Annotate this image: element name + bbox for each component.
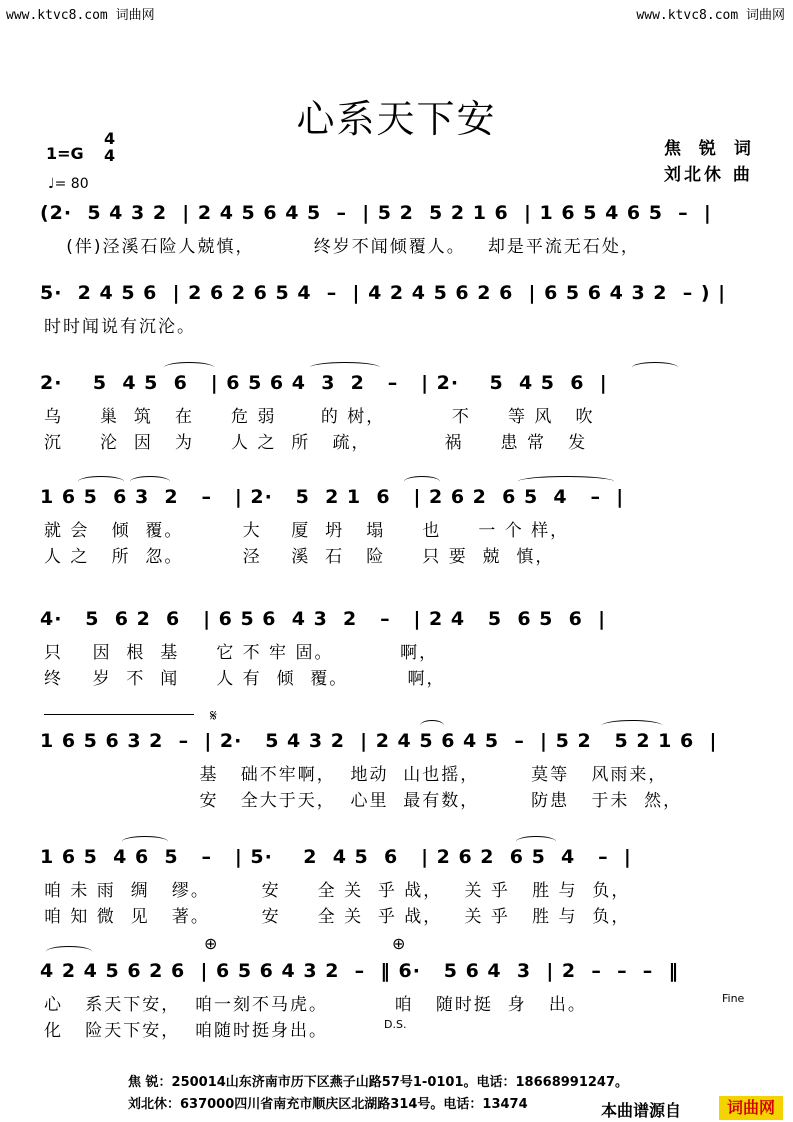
segno-sign: 𝄋: [210, 706, 217, 725]
lyric-line-1: (伴)泾溪石险人兢慎， 终岁不闻倾覆人。 却是平流无石处，: [44, 237, 640, 257]
time-top: 4: [104, 129, 116, 148]
lyric-line-2: 化 险天下安， 咱随时挺身出。: [44, 1021, 329, 1041]
key-signature: 1=G: [46, 144, 84, 163]
time-bottom: 4: [104, 146, 116, 165]
notation-line: 1 6 5 4 6 5 – | 5· 2 4 5 6 | 2 6 2 6 5 4 – |: [40, 846, 632, 868]
lyric-line-2: 人 之 所 忽。 泾 溪 石 险 只 要 兢 慎，: [44, 547, 555, 567]
lyric-line-2: 咱 知 微 见 著。 安 全 关 乎 战， 关 乎 胜 与 负，: [44, 907, 631, 927]
tempo-marking: ♩= 80: [48, 176, 89, 192]
lyric-line-1: 基 础不牢啊， 地动 山也摇， 莫等 风雨来，: [44, 765, 668, 785]
lyric-line-2: 终 岁 不 闻 人 有 倾 覆。 啊，: [44, 669, 446, 689]
lyric-line-1: 只 因 根 基 它 不 牢 固。 啊，: [44, 643, 439, 663]
lyric-line-2: 安 全大于天， 心里 最有数， 防患 于未 然，: [44, 791, 683, 811]
lyric-line-1: 咱 未 雨 绸 缪。 安 全 关 乎 战， 关 乎 胜 与 负，: [44, 881, 631, 901]
notation-line: 1 6 5 6 3 2 – | 2· 5 4 3 2 | 2 4 5 6 4 5 – | 5 2 5 2 1 6 |: [40, 730, 718, 752]
site-logo[interactable]: 词曲网: [719, 1096, 783, 1120]
notation-line: 4· 5 6 2 6 | 6 5 6 4 3 2 – | 2 4 5 6 5 6 |: [40, 608, 607, 630]
lyricist-credit: 焦 锐 词: [664, 139, 757, 159]
coda-sign-1: ⊕: [204, 934, 218, 953]
lyric-line-1: 乌 巢 筑 在 危 弱 的 树， 不 等 风 吹: [44, 407, 595, 427]
footer-source: 本曲谱源自: [600, 1101, 681, 1120]
lyric-line-1: 心 系天下安， 咱一刻不马虎。 咱 随时挺 身 出。: [44, 995, 587, 1015]
watermark-right: www.ktvc8.com 词曲网: [636, 8, 785, 23]
watermark-left: www.ktvc8.com 词曲网: [6, 8, 155, 23]
notation-line: 5· 2 4 5 6 | 2 6 2 6 5 4 – | 4 2 4 5 6 2 6 | 6 5 6 4 3 2 – ) |: [40, 282, 727, 304]
footer-line-2: 刘北休：637000四川省南充市顺庆区北湖路314号。电话：13474: [128, 1097, 528, 1112]
time-signature: [104, 130, 115, 164]
fine-mark: Fine: [722, 992, 745, 1005]
notation-line: (2· 5 4 3 2 | 2 4 5 6 4 5 – | 5 2 5 2 1 6 | 1 6 5 4 6 5 – |: [40, 202, 712, 224]
notation-line: 4 2 4 5 6 2 6 | 6 5 6 4 3 2 – ‖ 6· 5 6 4 3 | 2 – – – ‖: [40, 960, 680, 982]
composer-credit: 刘北休 曲: [664, 165, 753, 185]
slur: [46, 946, 92, 957]
footer-line-1: 焦 锐：250014山东济南市历下区燕子山路57号1-0101。电话：18668991247。: [128, 1075, 629, 1090]
ds-mark: D.S.: [384, 1018, 407, 1031]
notation-line: 2· 5 4 5 6 | 6 5 6 4 3 2 – | 2· 5 4 5 6 |: [40, 372, 608, 394]
coda-sign-2: ⊕: [392, 934, 406, 953]
song-title: 心系天下安: [296, 97, 497, 141]
notation-line: 1 6 5 6 3 2 – | 2· 5 2 1 6 | 2 6 2 6 5 4 – |: [40, 486, 625, 508]
lyric-line-1: 就 会 倾 覆。 大 厦 坍 塌 也 一 个 样，: [44, 521, 570, 541]
footer-contacts: [128, 1072, 628, 1116]
lyric-line-2: 沉 沦 因 为 人 之 所 疏， 祸 患 常 发: [44, 433, 588, 453]
slur: [632, 362, 678, 373]
slur: [44, 714, 194, 725]
lyric-line-1: 时时闻说有沉沦。: [44, 317, 196, 337]
